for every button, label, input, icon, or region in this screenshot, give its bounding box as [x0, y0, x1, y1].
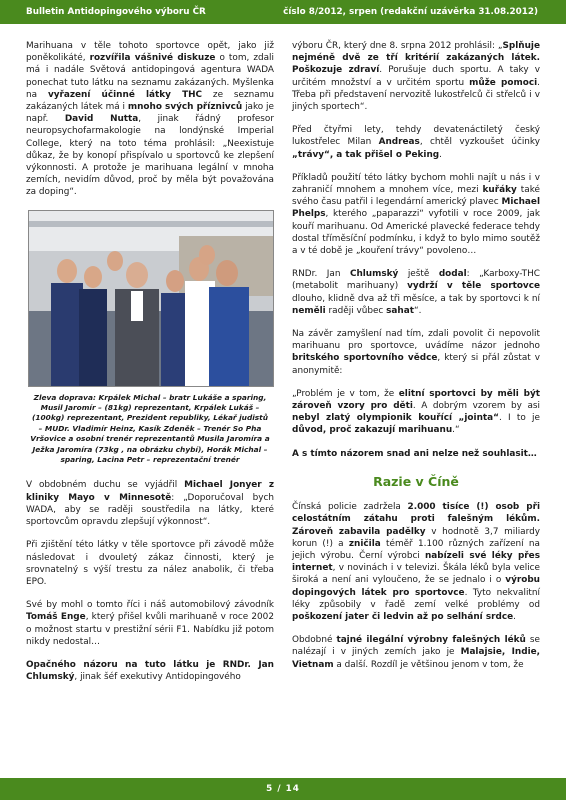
text-run: “.	[413, 305, 422, 316]
right-paragraph-3	[292, 172, 540, 257]
text-run: a další. Rozdíl je většinou jenom v tom, že	[333, 659, 524, 670]
team-photo-illustration	[29, 211, 273, 386]
text-run: výboru ČR, který dne 8. srpna 2012 prohlásil: „	[292, 41, 503, 51]
bold-text: poškození jater či ledvin až po selhání srdce	[292, 611, 514, 622]
text-run: , který si přál zůstat v anonymitě:	[292, 353, 540, 376]
team-photo	[28, 210, 274, 387]
text-run: , kterého „paparazzi“ vyfotili v roce 2009, jak kouří marihuanu. Od Americké plavecké federace tehdy dostal tříměsíční podmínku, i když to bylo mimo soutěž a v té době je „kouření trávy“ povoleno…	[292, 209, 540, 257]
text-run: , který přišel kvůli marihuaně v roce 2002 o možnost startu v prestižní sérii F1. Nabídku již potom nikdy nedostal…	[26, 612, 274, 647]
text-run: RNDr. Jan	[292, 269, 350, 280]
right-paragraph-4	[292, 268, 540, 317]
right-paragraph-2	[292, 124, 540, 161]
left-paragraph-4	[26, 599, 274, 648]
text-run: Při zjištění této látky v těle sportovce při závodě může následovat i dvouletý zákaz činnosti, který je srovnatelný s výší trestu za nález anabolik, či třeba EPO.	[26, 540, 274, 587]
photo-caption	[30, 393, 270, 466]
bold-text: rozvířila vášnivé diskuze	[89, 53, 216, 64]
bold-text: tajné ilegální výrobny falešných léků	[336, 635, 526, 646]
bold-text: důvod, proč zakazují marihuanu	[292, 425, 453, 436]
text-run: také svého času patřil i legendární americký plavec	[292, 185, 540, 208]
text-run: v hodnotě 3,7 miliardy korun (!) a	[292, 526, 541, 549]
text-run: , jinak šéf exekutivy Antidopingového	[74, 672, 241, 683]
text-run: Obdobné	[292, 635, 337, 646]
text-run: , jinak řádný profesor neuropsychofarmakologie na londýnské Imperial College, který na toto téma prohlásil: „Neexistuje důkaz, že by konopí přispívalo u sportovců ke zlepšení výkonnosti. A protože je marihuana legální v mnoha zemích, nevidím důvod, proč by měla být považována za doping“.	[26, 114, 274, 198]
bold-text: Andreas	[378, 137, 420, 148]
bold-text: Tomáš Enge	[26, 612, 86, 623]
section-heading: Razie v Číně	[373, 473, 459, 489]
bold-text: může pomoci	[469, 77, 538, 88]
text-run: jako je např.	[26, 102, 274, 125]
text-run: .“	[452, 425, 460, 436]
header-issue: číslo 8/2012, srpen (redakční uzávěrka 31.08.2012)	[283, 7, 538, 17]
bold-text: David Nutta	[64, 114, 139, 125]
text-run: . Třeba při představení nervozitě lukostřelců či střelců i v jiných sportech“.	[292, 77, 540, 113]
text-run: se nalézají i v jiných zemích jako je	[292, 635, 540, 658]
bold-text: britského sportovního vědce	[292, 353, 438, 364]
right-paragraph-9	[292, 634, 540, 671]
text-run: . A dobrým vzorem by asi	[412, 401, 540, 412]
bold-text: neměli	[292, 305, 326, 316]
bold-text: Opačného názoru na tuto látku je RNDr. Jan Chlumský	[26, 659, 274, 683]
bold-text: Zleva doprava:	[33, 392, 96, 402]
page-number: 5 / 14	[266, 784, 300, 794]
bold-text: „trávy“, a tak přišel o Peking	[292, 149, 440, 160]
text-run: Marihuana v těle tohoto sportovce opět, jako již poněkolikáté,	[26, 41, 274, 64]
bold-text: Splňuje nejméně dvě ze tří kritérií zakázaných látek. Poškozuje zdraví	[292, 41, 540, 76]
text-run: , v novinách i v televizi. Škála léků byla velice široká a není ani vyloučeno, že se jednalo i o	[292, 563, 540, 586]
bold-text: sahat	[386, 305, 414, 316]
right-paragraph-7	[292, 448, 540, 460]
right-column	[292, 40, 540, 682]
text-run: .	[513, 611, 516, 622]
text-run: „Problém je v tom, že	[292, 388, 399, 399]
text-run: dlouho, klidně dva až tři měsíce, a tak by sportovci k ní	[292, 293, 540, 304]
text-run: V obdobném duchu se vyjádřil	[26, 480, 185, 491]
header-title: Bulletin Antidopingového výboru ČR	[26, 7, 206, 17]
right-paragraph-8	[292, 501, 540, 623]
bold-text: kuřáky	[482, 185, 517, 196]
text-run: . I to je	[498, 413, 540, 424]
bold-text: Michael Jonyer z kliniky Mayo v Minnesotě	[26, 480, 274, 503]
bold-text: mnoho svých příznivců	[127, 102, 243, 113]
text-run: : „Karboxy-THC (metabolit marihuany)	[292, 269, 540, 292]
header-bar	[0, 0, 566, 24]
footer-bar	[0, 778, 566, 800]
text-run: raději vůbec	[325, 305, 387, 316]
text-run: . Porušuje duch sportu. A taky v určitém množství a v určitém sportu	[292, 65, 540, 88]
right-paragraph-6	[292, 388, 540, 437]
bold-text: Chlumský	[349, 269, 399, 280]
bold-text: dodal	[438, 269, 467, 280]
bold-text: nabízeli své léky přes internet	[292, 550, 540, 574]
text-run: Příkladů použití této látky bychom mohli najít u nás i v zahraničí mnohem a mnohem více, mezi	[292, 172, 540, 196]
right-paragraph-1	[292, 40, 540, 113]
bold-text: 2.000 tisíce (!) osob při celostátním zátahu proti falešným lékům. Zároveň zabavila padělky	[292, 502, 540, 537]
bold-text: zničila	[348, 538, 381, 549]
text-run: Krpálek Michal – bratr Lukáše a sparing, Musil Jaromír – (81kg) reprezentant, Krpálek Lukáš – (100kg) reprezentant, Prezident republiky, Lékař judistů – MUDr. Vladimír Heinz, Kasík Zdeněk – Trenér So Pha Vršovice a osobní trenér reprezentantů Musila Jaromíra a Ježka Jaromíra (73kg , na obrázku chybí), Horák Michal – sparing, Lacina Petr – reprezentační trenér	[30, 392, 270, 465]
bold-text: nebyl zlatý olympionik kouřící „jointa“	[292, 413, 499, 424]
bold-text: A s tímto názorem snad ani nelze než souhlasit…	[292, 448, 537, 459]
left-paragraph-3	[26, 539, 274, 588]
left-paragraph-5	[26, 659, 274, 683]
left-column	[26, 40, 274, 694]
bold-text: Michael Phelps	[292, 197, 540, 220]
text-run: .	[439, 149, 442, 160]
text-run: Před čtyřmi lety, tehdy devatenáctiletý český lukostřelec Milan	[292, 125, 540, 148]
bold-text: vyřazení účinné látky THC	[47, 89, 203, 100]
bold-text: elitní sportovci by měli být zároveň vzory pro děti	[292, 388, 540, 412]
text-run: Na závěr zamyšlení nad tím, zdali povolit či nepovolit marihuanu pro sportovce, uvádíme názor jednoho	[292, 329, 540, 352]
left-paragraph-1	[26, 40, 274, 199]
text-run: Čínská policie zadržela	[292, 502, 408, 513]
text-run: : „Doporučoval bych WADA, aby se raději soustředila na látky, které sportovcům opravdu zlepšují výkonnost“.	[26, 492, 274, 528]
text-run: ze seznamu zakázaných látek má i	[26, 89, 274, 113]
bold-text: výrobu dopingových látek pro sportovce	[292, 575, 540, 598]
text-run: téměř 1.100 různých zařízení na jejich výrobu. Černí výrobci	[292, 538, 540, 561]
text-run: o tom, zdali má i nadále Světová antidopingová agentura WADA ponechat tuto látku na seznamu zakázaných. Myšlenka na	[26, 53, 274, 100]
text-run: , chtěl vyzkoušet účinky	[419, 137, 541, 148]
bold-text: vydrží v těle sportovce	[407, 281, 540, 292]
bold-text: Malajsie, Indie, Vietnam	[292, 647, 540, 670]
left-paragraph-2	[26, 479, 274, 528]
right-paragraph-5	[292, 328, 540, 377]
text-run: . Tyto nekvalitní léky způsobily v řadě zemí velké problémy od	[292, 587, 540, 610]
text-run: ještě	[398, 269, 439, 280]
text-run: Své by mohl o tomto říci i náš automobilový závodník	[26, 600, 274, 611]
